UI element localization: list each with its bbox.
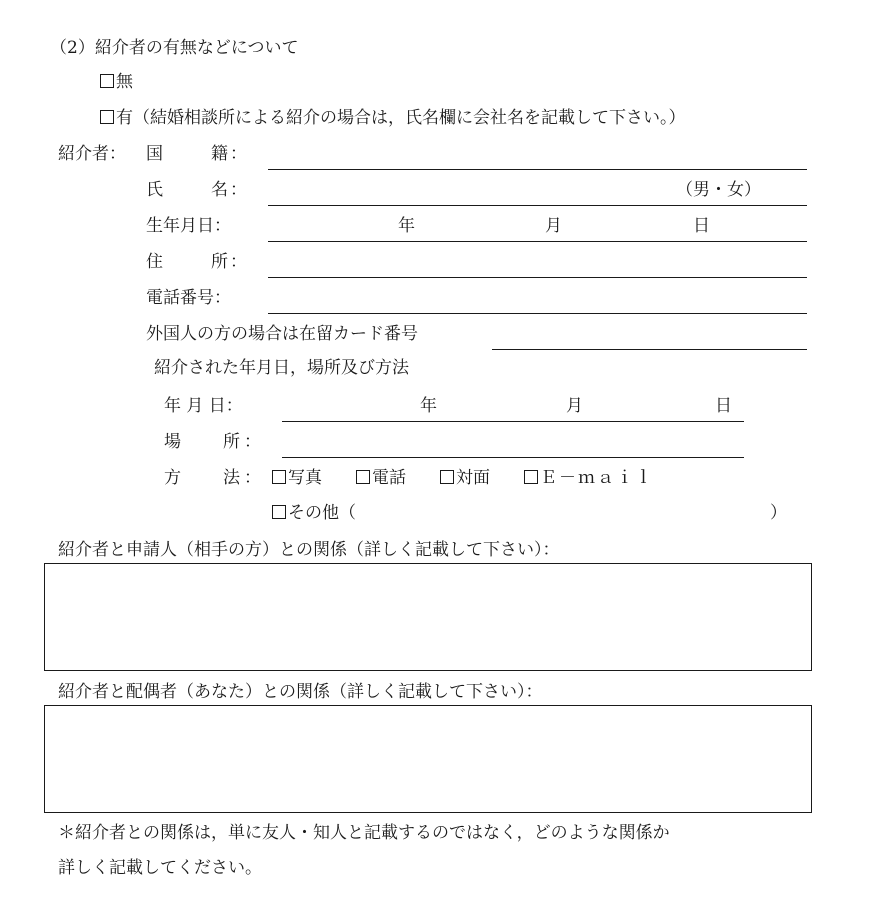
phone-label: 電話番号：	[146, 288, 231, 308]
intro-date-label: 年 月 日：	[164, 396, 243, 416]
intro-method-colon: ：	[244, 468, 261, 488]
intro-day-unit: 日	[715, 396, 732, 416]
intro-place-label: 場 所	[164, 432, 240, 452]
method-phone-label: 電話	[372, 468, 406, 488]
method-in-person[interactable]	[440, 468, 490, 488]
nationality-label: 国 籍	[146, 144, 228, 164]
intro-date-field[interactable]	[282, 421, 744, 422]
relation-applicant-label: 紹介者と申請人（相手の方）との関係（詳しく記載して下さい）：	[58, 540, 560, 560]
nationality-field[interactable]	[268, 169, 807, 170]
option-none-label: 無	[116, 72, 133, 92]
intro-year-unit: 年	[420, 396, 437, 416]
phone-field[interactable]	[268, 313, 807, 314]
method-phone[interactable]	[356, 468, 406, 488]
method-photo[interactable]	[272, 468, 322, 488]
foreign-card-field[interactable]	[492, 349, 807, 350]
intro-place-colon: ：	[244, 432, 261, 452]
method-email-checkbox[interactable]	[524, 470, 538, 484]
foreign-card-label: 外国人の方の場合は在留カード番号	[146, 324, 418, 344]
note-line2: 詳しく記載してください。	[58, 858, 262, 878]
nationality-colon: ：	[230, 144, 247, 164]
option-yes-label: 有（結婚相談所による紹介の場合は，氏名欄に会社名を記載して下さい。）	[116, 108, 686, 128]
option-yes[interactable]	[100, 108, 686, 128]
section-title: （2）紹介者の有無などについて	[50, 38, 299, 58]
method-email-label: Ｅ－ｍａｉｌ	[540, 468, 654, 488]
introducer-label: 紹介者：	[58, 144, 126, 164]
option-none[interactable]	[100, 72, 133, 92]
address-colon: ：	[230, 252, 247, 272]
method-phone-checkbox[interactable]	[356, 470, 370, 484]
intro-month-unit: 月	[566, 396, 583, 416]
relation-applicant-textarea[interactable]	[44, 563, 812, 671]
birth-field[interactable]	[268, 241, 807, 242]
method-other-checkbox[interactable]	[272, 505, 286, 519]
relation-spouse-label: 紹介者と配偶者（あなた）との関係（詳しく記載して下さい）：	[58, 682, 543, 702]
birth-label: 生年月日：	[146, 216, 231, 236]
relation-spouse-textarea[interactable]	[44, 705, 812, 813]
name-field[interactable]	[268, 205, 807, 206]
method-photo-checkbox[interactable]	[272, 470, 286, 484]
method-photo-label: 写真	[288, 468, 322, 488]
method-email[interactable]	[524, 468, 654, 488]
method-in-person-label: 対面	[456, 468, 490, 488]
intro-place-field[interactable]	[282, 457, 744, 458]
method-other[interactable]	[272, 503, 356, 523]
birth-month-unit: 月	[545, 216, 562, 236]
birth-day-unit: 日	[693, 216, 710, 236]
note-line1: ＊紹介者との関係は，単に友人・知人と記載するのではなく，どのような関係か	[58, 823, 670, 843]
gender-options[interactable]: （男・女）	[676, 180, 761, 200]
introduction-heading: 紹介された年月日，場所及び方法	[154, 358, 409, 378]
method-in-person-checkbox[interactable]	[440, 470, 454, 484]
method-other-label: その他（	[288, 503, 356, 523]
none-checkbox[interactable]	[100, 74, 114, 88]
intro-method-label: 方 法	[164, 468, 240, 488]
name-label: 氏 名	[146, 180, 228, 200]
method-other-close: ）	[770, 503, 787, 523]
address-label: 住 所	[146, 252, 228, 272]
birth-year-unit: 年	[398, 216, 415, 236]
address-field[interactable]	[268, 277, 807, 278]
name-colon: ：	[230, 180, 247, 200]
yes-checkbox[interactable]	[100, 110, 114, 124]
